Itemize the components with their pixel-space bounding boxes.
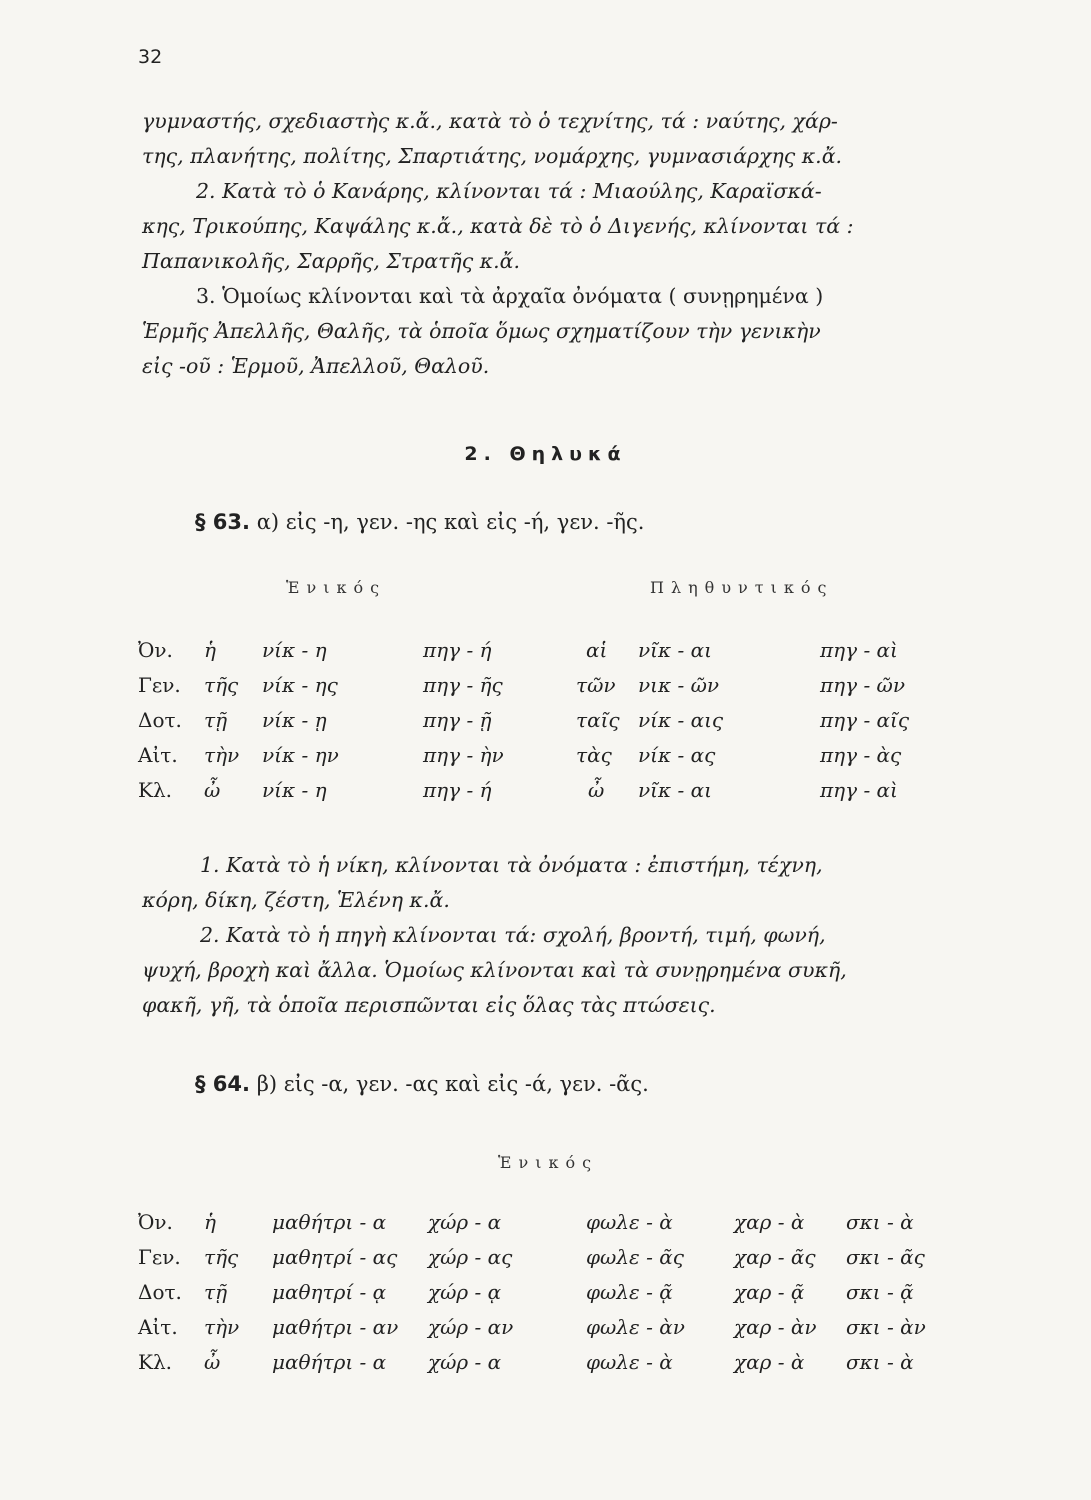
- form: χαρ - ᾷ: [734, 1280, 805, 1304]
- form: πηγ - αῖς: [820, 708, 910, 732]
- form: σκι - ὰν: [846, 1315, 926, 1339]
- plural-label: Πληθυντικός: [650, 578, 834, 597]
- form: μαθήτρι - α: [272, 1210, 387, 1234]
- note-line: φακῆ, γῆ, τὰ ὁποῖα περισπῶνται εἰς ὅλας τὰς πτώσεις.: [142, 993, 716, 1017]
- note-line: 1. Κατὰ τὸ ἡ νίκη, κλίνονται τὰ ὀνόματα : ἐπιστήμη, τέχνη,: [200, 853, 823, 877]
- intro-line: Παπανικολῆς, Σαρρῆς, Στρατῆς κ.ἄ.: [142, 249, 521, 273]
- form: νίκ - η: [262, 778, 327, 802]
- intro-line: εἰς -οῦ : Ἑρμοῦ, Ἀπελλοῦ, Θαλοῦ.: [142, 354, 490, 378]
- article: τῇ: [204, 1280, 228, 1304]
- section-63-title: [195, 510, 644, 534]
- case-label: Γεν.: [138, 673, 181, 697]
- form: φωλε - ὰ: [586, 1350, 673, 1374]
- article: τῶν: [576, 673, 616, 697]
- singular-label: Ἑνικός: [286, 578, 387, 597]
- intro-line: Ἑρμῆς Ἀπελλῆς, Θαλῆς, τὰ ὁποῖα ὅμως σχηματίζουν τὴν γενικὴν: [142, 319, 821, 343]
- form: μαθήτρι - αν: [272, 1315, 399, 1339]
- article: τῇ: [204, 708, 228, 732]
- form: νίκ - η: [262, 638, 327, 662]
- form: χώρ - ᾳ: [428, 1280, 502, 1304]
- case-label: Αἰτ.: [138, 743, 178, 767]
- page-number: 32: [138, 46, 163, 68]
- form: φωλε - ᾷ: [586, 1280, 673, 1304]
- form: μαθητρί - ᾳ: [272, 1280, 387, 1304]
- section-number: § 63.: [195, 510, 251, 534]
- case-label: Αἰτ.: [138, 1315, 178, 1339]
- case-label: Κλ.: [138, 778, 172, 802]
- case-label: Ὀν.: [138, 1210, 173, 1234]
- form: σκι - ὰ: [846, 1210, 914, 1234]
- article: ὦ: [588, 778, 605, 802]
- form: σκι - ᾷ: [846, 1280, 914, 1304]
- form: πηγ - ῶν: [820, 673, 906, 697]
- section-text: β) εἰς -α, γεν. -ας καὶ εἰς -ά, γεν. -ᾶς.: [256, 1072, 649, 1096]
- article: τὰς: [576, 743, 612, 767]
- article: ἡ: [204, 1210, 216, 1234]
- case-label: Δοτ.: [138, 708, 182, 732]
- form: φωλε - ᾶς: [586, 1245, 684, 1269]
- form: νῖκ - αι: [638, 778, 712, 802]
- article: ταῖς: [576, 708, 620, 732]
- article: ὦ: [204, 1350, 221, 1374]
- form: χώρ - αν: [428, 1315, 514, 1339]
- section-heading: 2. Θηλυκά: [464, 443, 627, 465]
- intro-line: 3. Ὁμοίως κλίνονται καὶ τὰ ἀρχαῖα ὀνόματα ( συνῃρημένα ): [196, 284, 824, 308]
- form: χώρ - α: [428, 1350, 502, 1374]
- form: πηγ - ὴν: [423, 743, 504, 767]
- section-text: α) εἰς -η, γεν. -ης καὶ εἰς -ή, γεν. -ῆς.: [256, 510, 645, 534]
- form: χαρ - ὰν: [734, 1315, 817, 1339]
- form: νίκ - αις: [638, 708, 724, 732]
- form: νῖκ - αι: [638, 638, 712, 662]
- article: ὦ: [204, 778, 221, 802]
- intro-line: κης, Τρικούπης, Καψάλης κ.ἄ., κατὰ δὲ τὸ ὁ Διγενής, κλίνονται τά :: [142, 214, 854, 238]
- form: χώρ - α: [428, 1210, 502, 1234]
- article: τὴν: [204, 1315, 240, 1339]
- case-label: Γεν.: [138, 1245, 181, 1269]
- form: νικ - ῶν: [638, 673, 720, 697]
- note-line: 2. Κατὰ τὸ ἡ πηγὴ κλίνονται τά: σχολή, βροντή, τιμή, φωνή,: [200, 923, 826, 947]
- article: τὴν: [204, 743, 240, 767]
- form: πηγ - αὶ: [820, 778, 898, 802]
- form: χώρ - ας: [428, 1245, 513, 1269]
- intro-line: 2. Κατὰ τὸ ὁ Κανάρης, κλίνονται τά : Μιαούλης, Καραϊσκά-: [196, 179, 822, 203]
- form: χαρ - ᾶς: [734, 1245, 816, 1269]
- form: νίκ - ῃ: [262, 708, 327, 732]
- form: νίκ - ην: [262, 743, 339, 767]
- form: χαρ - ὰ: [734, 1350, 805, 1374]
- case-label: Ὀν.: [138, 638, 173, 662]
- notes-63: [142, 848, 990, 1023]
- article: ἡ: [204, 638, 216, 662]
- intro-line: γυμναστής, σχεδιαστὴς κ.ἄ., κατὰ τὸ ὁ τεχνίτης, τά : ναύτης, χάρ-: [142, 109, 838, 133]
- article: αἱ: [586, 638, 608, 662]
- article: τῆς: [204, 673, 239, 697]
- form: φωλε - ὰ: [586, 1210, 673, 1234]
- form: νίκ - ας: [638, 743, 716, 767]
- form: νίκ - ης: [262, 673, 338, 697]
- form: πηγ - ή: [423, 778, 492, 802]
- intro-paragraph: [142, 104, 990, 384]
- form: σκι - ᾶς: [846, 1245, 925, 1269]
- form: πηγ - ῇ: [423, 708, 492, 732]
- section-64-title: [195, 1072, 649, 1096]
- form: μαθητρί - ας: [272, 1245, 398, 1269]
- singular-label: Ἑνικός: [498, 1153, 599, 1172]
- form: πηγ - αὶ: [820, 638, 898, 662]
- form: πηγ - ῆς: [423, 673, 503, 697]
- note-line: ψυχή, βροχὴ καὶ ἄλλα. Ὁμοίως κλίνονται καὶ τὰ συνῃρημένα συκῆ,: [142, 958, 847, 982]
- form: χαρ - ὰ: [734, 1210, 805, 1234]
- form: πηγ - ὰς: [820, 743, 902, 767]
- form: σκι - ὰ: [846, 1350, 914, 1374]
- form: μαθήτρι - α: [272, 1350, 387, 1374]
- form: φωλε - ὰν: [586, 1315, 685, 1339]
- case-label: Δοτ.: [138, 1280, 182, 1304]
- case-label: Κλ.: [138, 1350, 172, 1374]
- form: πηγ - ή: [423, 638, 492, 662]
- article: τῆς: [204, 1245, 239, 1269]
- intro-line: της, πλανήτης, πολίτης, Σπαρτιάτης, νομάρχης, γυμνασιάρχης κ.ἄ.: [142, 144, 843, 168]
- section-number: § 64.: [195, 1072, 251, 1096]
- note-line: κόρη, δίκη, ζέστη, Ἑλένη κ.ἄ.: [142, 888, 450, 912]
